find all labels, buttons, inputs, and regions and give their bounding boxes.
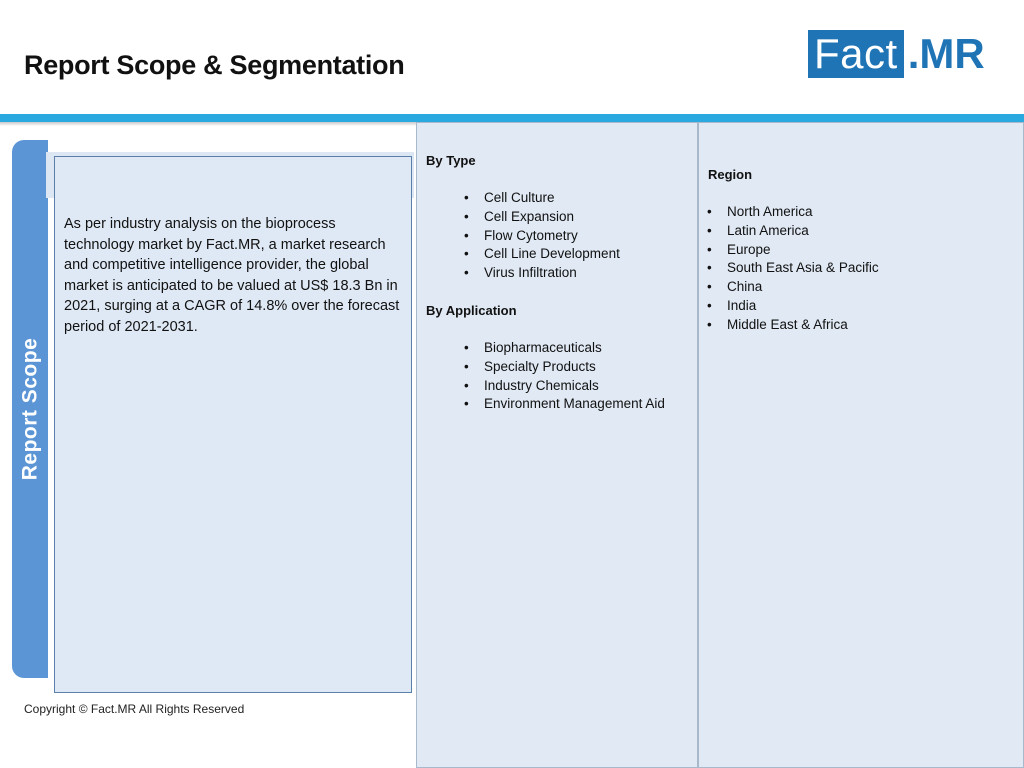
region-item: • South East Asia & Pacific [707, 259, 879, 278]
application-item: • Biopharmaceuticals [464, 339, 665, 358]
factmr-logo [808, 30, 985, 78]
side-tab-label-wrap [12, 140, 48, 678]
region-item: • North America [707, 203, 879, 222]
application-item: • Specialty Products [464, 358, 665, 377]
region-item: • Middle East & Africa [707, 316, 879, 335]
region-heading: Region [708, 167, 753, 182]
type-item: • Cell Culture [464, 189, 620, 208]
region-item: • Europe [707, 241, 879, 260]
copyright-footer: Copyright © Fact.MR All Rights Reserved [24, 702, 245, 716]
header-divider [0, 114, 1024, 122]
type-item: • Virus Infiltration [464, 264, 620, 283]
logo-mr-text: .MR [907, 30, 985, 77]
scope-description: As per industry analysis on the bioprocess technology market by Fact.MR, a market research and competitive intelligence provider, the global market is anticipated to be valued at US$ 18.3 Bn in 2021, surging at a CAGR of 14.8% over the forecast period of 2021-2031. [64, 216, 400, 335]
page-title: Report Scope & Segmentation [24, 50, 405, 80]
side-tab-label: Report Scope [18, 337, 41, 481]
application-list [464, 339, 665, 414]
type-list [464, 189, 620, 283]
by-type-heading: By Type [426, 153, 476, 168]
by-application-heading: By Application [426, 303, 517, 318]
type-item: • Cell Line Development [464, 245, 620, 264]
logo-fact-text: Fact [808, 30, 904, 78]
type-item: • Flow Cytometry [464, 227, 620, 246]
application-item: • Industry Chemicals [464, 377, 665, 396]
region-item: • Latin America [707, 222, 879, 241]
region-list [707, 203, 879, 335]
region-item: • China [707, 278, 879, 297]
type-item: • Cell Expansion [464, 208, 620, 227]
application-item: • Environment Management Aid [464, 395, 665, 414]
region-item: • India [707, 297, 879, 316]
